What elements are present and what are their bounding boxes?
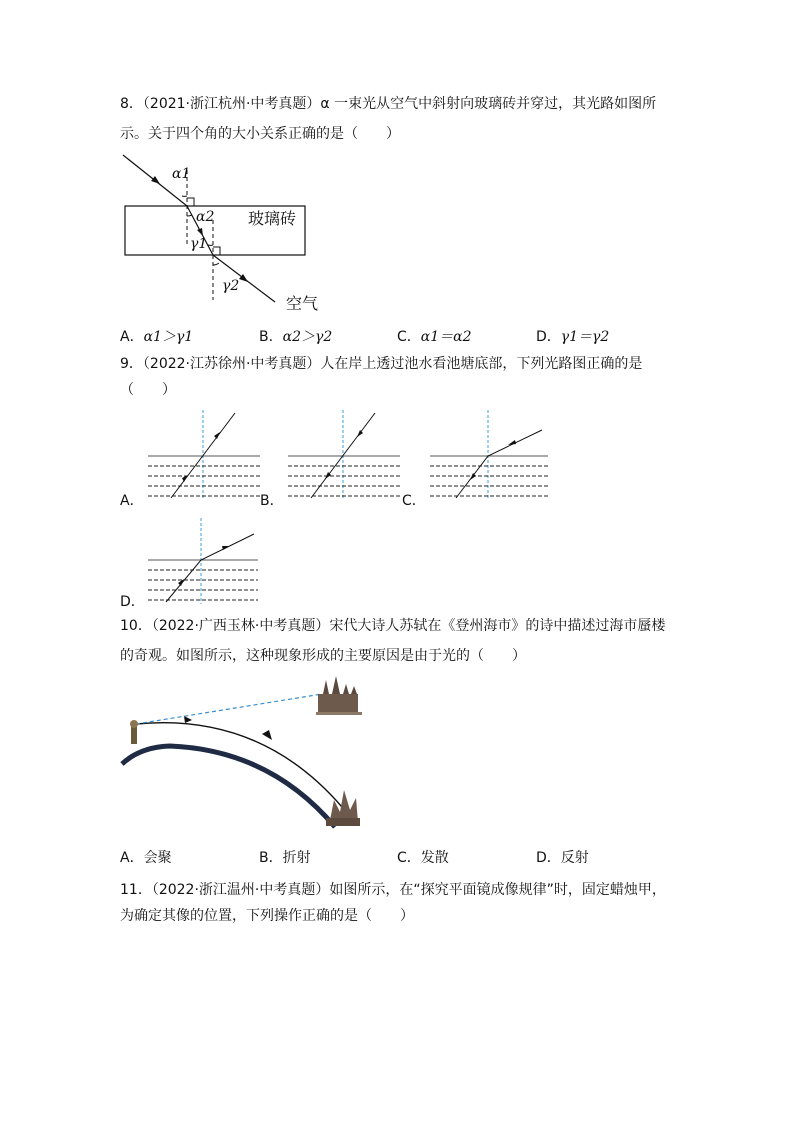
q10-option-b[interactable] [259, 848, 311, 868]
q8-option-d[interactable] [536, 327, 609, 347]
option-text: γ1＝γ2 [560, 329, 610, 345]
q10-option-d[interactable] [536, 848, 589, 868]
q10-mirage-diagram [120, 672, 370, 834]
option-key: D． [536, 329, 561, 345]
option-text: 反射 [560, 850, 589, 866]
q9-diagram-b[interactable] [286, 408, 404, 503]
option-key: B． [259, 850, 283, 866]
q8-option-a[interactable] [120, 327, 193, 347]
q8-option-b[interactable] [259, 327, 332, 347]
q9-diagram-a[interactable] [146, 408, 264, 503]
q8-option-c[interactable] [397, 327, 472, 347]
angle-alpha1-label: α1 [172, 166, 191, 182]
q9-stem-line1: 9．（2022·江苏徐州·中考真题）人在岸上透过池水看池塘底部，下列光路图正确的是 [120, 356, 643, 372]
light-path-arrow [262, 730, 272, 740]
q10-option-a[interactable] [120, 848, 172, 868]
option-text: α1＝α2 [420, 329, 472, 345]
option-key: B． [259, 329, 283, 345]
q9-label-c: C． [402, 493, 426, 509]
glass-label: 玻璃砖 [248, 209, 297, 228]
q9-diagram-c[interactable] [428, 408, 550, 503]
q9-diagram-d[interactable] [146, 516, 264, 606]
q9-label-b: B． [260, 493, 284, 509]
option-text: 发散 [420, 850, 449, 866]
q11-stem-line1: 11．（2022·浙江温州·中考真题）如图所示，在“探究平面镜成像规律”时，固定蜡烛甲， [120, 882, 666, 898]
q8-stem-line1: 8．（2021·浙江杭州·中考真题）α 一束光从空气中斜射向玻璃砖并穿过，其光路如图所 [120, 96, 657, 112]
angle-alpha2-label: α2 [196, 209, 215, 225]
angle-gamma1-label: γ1 [190, 236, 208, 252]
earth-surface [122, 746, 335, 827]
option-key: C． [397, 850, 421, 866]
observer [131, 726, 137, 744]
option-text: α2＞γ2 [282, 329, 333, 345]
option-text: 会聚 [143, 850, 172, 866]
air-label: 空气 [286, 294, 319, 313]
incident-arrow [151, 176, 160, 184]
q10-stem-line1: 10．（2022·广西玉林·中考真题）宋代大诗人苏轼在《登州海市》的诗中描述过海市蜃楼 [120, 618, 666, 634]
q10-stem-line2: 的奇观。如图所示，这种现象形成的主要原因是由于光的（ ） [120, 648, 526, 664]
q9-stem-line2: （ ） [120, 382, 176, 398]
option-key: A． [120, 329, 144, 345]
angle-gamma2-label: γ2 [222, 278, 240, 294]
inner-arrow [197, 228, 203, 236]
mirage-castle-image [316, 676, 362, 715]
q11-stem-line2: 为确定其像的位置，下列操作正确的是（ ） [120, 908, 414, 924]
q10-option-c[interactable] [397, 848, 449, 868]
option-text: 折射 [282, 850, 311, 866]
q9-label-d: D． [120, 594, 145, 610]
q9-label-a: A． [120, 493, 144, 509]
option-key: C． [397, 329, 421, 345]
q8-stem-line2: 示。关于四个角的大小关系正确的是（ ） [120, 126, 400, 142]
option-text: α1＞γ1 [143, 329, 194, 345]
option-key: D． [536, 850, 561, 866]
line-of-sight [136, 694, 322, 724]
option-key: A． [120, 850, 144, 866]
